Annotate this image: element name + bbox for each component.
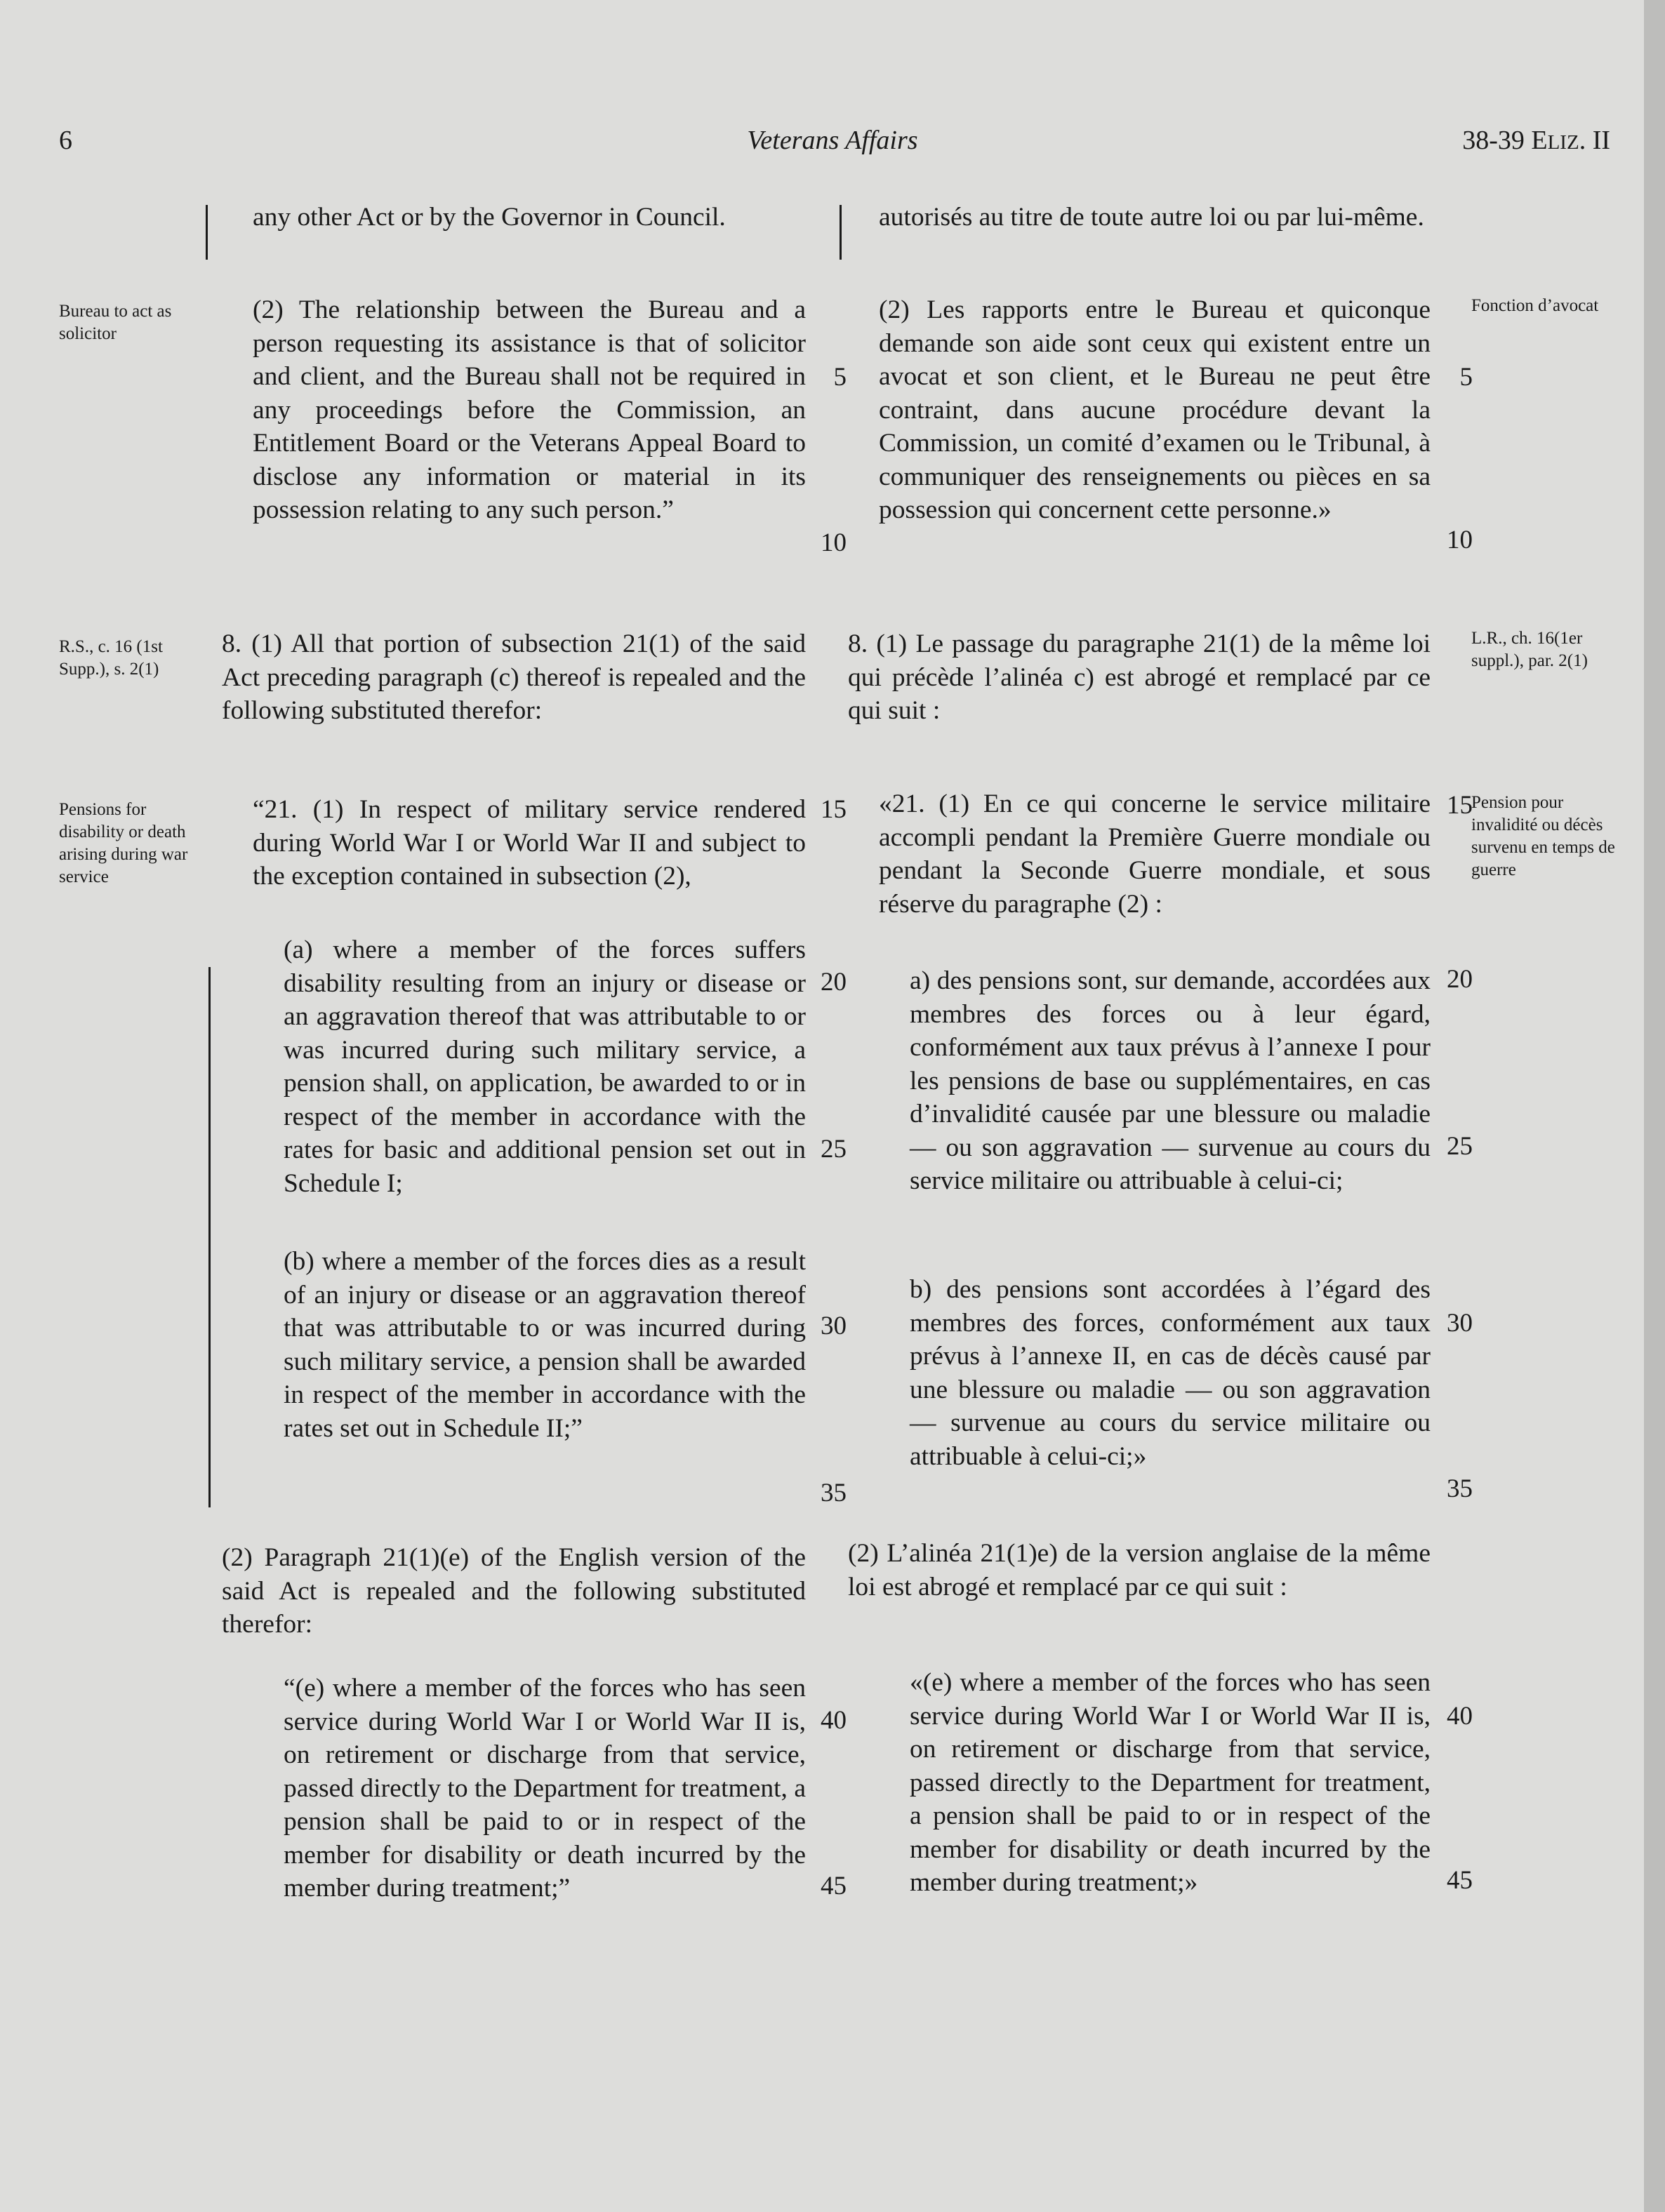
page-number: 6 bbox=[59, 126, 72, 155]
change-bar-left bbox=[206, 205, 208, 260]
margin-note-bureau-solicitor: Bureau to act as solicitor bbox=[59, 302, 172, 343]
margin-note-lr-ch16: L.R., ch. 16(1er suppl.), par. 2(1) bbox=[1471, 629, 1588, 670]
margin-note-pensions-war: Pensions for disability or death arising during war service bbox=[59, 800, 188, 886]
en-section-21-1: “21. (1) In respect of military service rendered during World War I or World War II and subject to the exception contained in subsection (2), bbox=[253, 795, 806, 891]
line-number: 10 bbox=[1447, 526, 1473, 554]
fr-subsection-2: (2) Les rapports entre le Bureau et quiconque demande son aide sont ceux qui existent entre un avocat et son client, et le Bureau ne peut être contraint, dans aucune procédure devant la Commission, un comité d’examen ou le Tribunal, à communiquer des renseignements ou pièces en sa possession qui concernent cette personne.» bbox=[879, 295, 1431, 524]
line-number: 10 bbox=[821, 528, 847, 557]
running-title: Veterans Affairs bbox=[747, 126, 918, 155]
regnal-year: 38-39 ELIZ. II bbox=[1462, 126, 1610, 155]
line-number: 20 bbox=[1447, 965, 1473, 994]
line-number: 25 bbox=[821, 1135, 847, 1164]
line-number: 15 bbox=[1447, 791, 1473, 820]
margin-note-rs-c16: R.S., c. 16 (1st Supp.), s. 2(1) bbox=[59, 637, 163, 679]
line-number: 45 bbox=[1447, 1866, 1473, 1895]
line-number: 5 bbox=[1459, 363, 1473, 392]
line-number: 40 bbox=[1447, 1702, 1473, 1731]
fr-paragraph-a: a) des pensions sont, sur demande, accordées aux membres des forces ou à leur égard, conformément aux taux prévus à l’annexe I pour les pensions de base ou supplémentaires, en cas d’invalidité causée par une blessure ou maladie — ou son aggravation — survenue au cours du service militaire ou attribuable à celui-ci; bbox=[910, 966, 1431, 1195]
en-section-8-2: (2) Paragraph 21(1)(e) of the English version of the said Act is repealed and the following substituted therefor: bbox=[222, 1543, 806, 1639]
line-number: 15 bbox=[821, 795, 847, 824]
line-number: 20 bbox=[821, 968, 847, 997]
fr-paragraph-e: «(e) where a member of the forces who has seen service during World War I or World War II is, on retirement or discharge from that service, passed directly to the Department for treatment, a pension shall be paid to or in respect of the member for disability or death incurred by the member during treatment;» bbox=[910, 1668, 1431, 1897]
fr-paragraph-autorises: autorisés au titre de toute autre loi ou par lui-même. bbox=[879, 203, 1424, 232]
line-number: 40 bbox=[821, 1706, 847, 1735]
line-number: 25 bbox=[1447, 1132, 1473, 1161]
change-bar-left-paragraphs bbox=[208, 967, 211, 1507]
fr-paragraph-b: b) des pensions sont accordées à l’égard des membres des forces, conformément aux taux prévus à l’annexe II, en cas de décès causé par une blessure ou maladie — ou son aggravation — survenue au cours du service militaire ou attribuable à celui-ci;» bbox=[910, 1275, 1431, 1471]
en-section-8-1: 8. (1) All that portion of subsection 21(1) of the said Act preceding paragraph (c) thereof is repealed and the following substituted therefor: bbox=[222, 629, 806, 725]
fr-section-8-1: 8. (1) Le passage du paragraphe 21(1) de la même loi qui précède l’alinéa c) est abrogé et remplacé par ce qui suit : bbox=[848, 629, 1431, 725]
margin-note-pension-invalidite: Pension pour invalidité ou décès survenu en temps de guerre bbox=[1471, 793, 1615, 879]
en-paragraph-a: (a) where a member of the forces suffers disability resulting from an injury or disease or an aggravation thereof that was attributable to or was incurred during such military service, a pension shall, on application, be awarded to or in respect of the member in accordance with the rates for basic and additional pension set out in Schedule I; bbox=[284, 935, 806, 1198]
line-number: 45 bbox=[821, 1872, 847, 1900]
page-edge-shadow bbox=[1644, 0, 1665, 2212]
en-paragraph-b: (b) where a member of the forces dies as a result of an injury or disease or an aggravation thereof that was attributable to or was incurred during such military service, a pension shall be awarded in respect of the member in accordance with the rates set out in Schedule II;” bbox=[284, 1247, 806, 1443]
en-subsection-2: (2) The relationship between the Bureau and a person requesting its assistance is that of solicitor and client, and the Bureau shall not be required in any proceedings before the Commission, an Entitlement Board or the Veterans Appeal Board to disclose any information or material in its possession relating to any such person.” bbox=[253, 295, 806, 524]
fr-section-21-1: «21. (1) En ce qui concerne le service militaire accompli pendant la Première Guerre mondiale ou pendant la Seconde Guerre mondiale, et sous réserve du paragraphe (2) : bbox=[879, 789, 1431, 919]
line-number: 5 bbox=[833, 363, 847, 392]
line-number: 35 bbox=[1447, 1474, 1473, 1503]
margin-note-fonction-avocat: Fonction d’avocat bbox=[1471, 296, 1599, 315]
en-paragraph-any-other: any other Act or by the Governor in Council. bbox=[253, 203, 726, 232]
line-number: 30 bbox=[1447, 1309, 1473, 1338]
en-paragraph-e: “(e) where a member of the forces who has seen service during World War I or World War II is, on retirement or discharge from that service, passed directly to the Department for treatment, a pension shall be paid to or in respect of the member for disability or death incurred by the member during treatment;” bbox=[284, 1674, 806, 1903]
change-bar-right bbox=[840, 205, 842, 260]
line-number: 35 bbox=[821, 1479, 847, 1507]
fr-section-8-2: (2) L’alinéa 21(1)e) de la version anglaise de la même loi est abrogé et remplacé par ce qui suit : bbox=[848, 1539, 1431, 1601]
line-number: 30 bbox=[821, 1312, 847, 1340]
